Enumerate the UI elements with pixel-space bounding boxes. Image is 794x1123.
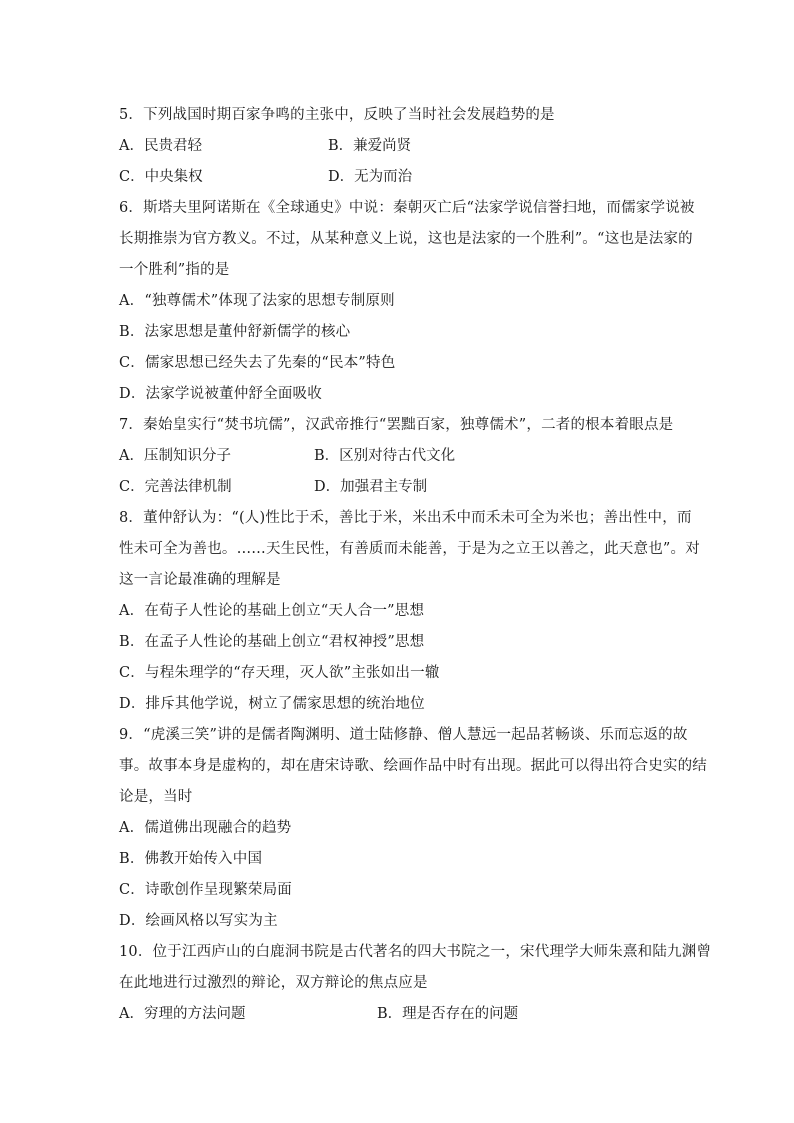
question-5 [119,100,679,193]
question-9-option-c[interactable]: C．诗歌创作呈现繁荣局面 [119,882,292,898]
question-8-stem-line-2: 性未可全为善也。……天生民性，有善质而未能善，于是为之立王以善之，此天意也”。对 [119,541,700,557]
question-5-stem: 5．下列战国时期百家争鸣的主张中，反映了当时社会发展趋势的是 [119,107,555,123]
question-9-stem-line-1: 9．“虎溪三笑”讲的是儒者陶渊明、道士陆修静、僧人慧远一起品茗畅谈、乐而忘返的故 [119,727,688,743]
question-8-option-b[interactable]: B．在孟子人性论的基础上创立“君权神授”思想 [119,634,425,650]
question-9-option-a[interactable]: A．儒道佛出现融合的趋势 [119,820,292,836]
question-7-option-b[interactable]: B．区别对待古代文化 [314,448,456,464]
question-7-option-c[interactable]: C．完善法律机制 [119,479,232,495]
question-6-stem-line-2: 长期推崇为官方教义。不过，从某种意义上说，这也是法家的一个胜利”。“这也是法家的 [119,231,693,247]
question-6-option-b[interactable]: B．法家思想是董仲舒新儒学的核心 [119,324,351,340]
question-10 [119,937,712,1030]
question-5-options-row-2 [119,162,679,193]
question-10-options-row-1 [119,999,679,1030]
question-6-option-d[interactable]: D．法家学说被董仲舒全面吸收 [119,386,322,402]
question-8-stem-line-3: 这一言论最准确的理解是 [119,572,281,588]
question-7-option-a[interactable]: A．压制知识分子 [119,448,231,464]
question-5-option-c[interactable]: C．中央集权 [119,169,203,185]
question-7-stem: 7．秦始皇实行“焚书坑儒”，汉武帝推行“罢黜百家，独尊儒术”，二者的根本着眼点是 [119,417,674,433]
question-9-stem-line-3: 论是，当时 [119,789,193,805]
question-10-option-a[interactable]: A．穷理的方法问题 [119,1006,246,1022]
question-6 [119,193,695,410]
question-9-stem-line-2: 事。故事本身是虚构的，却在唐宋诗歌、绘画作品中时有出现。据此可以得出符合史实的结 [119,758,707,774]
question-8-option-a[interactable]: A．在荀子人性论的基础上创立“天人合一”思想 [119,603,425,619]
question-6-option-c[interactable]: C．儒家思想已经失去了先秦的“民本”特色 [119,355,396,371]
question-9 [119,720,707,937]
question-5-options-row-1 [119,131,679,162]
exam-page [119,100,712,1030]
question-8-option-d[interactable]: D．排斥其他学说，树立了儒家思想的统治地位 [119,696,425,712]
question-6-option-a[interactable]: A．“独尊儒术”体现了法家的思想专制原则 [119,293,395,309]
question-7-options-row-2 [119,472,679,503]
question-9-option-d[interactable]: D．绘画风格以写实为主 [119,913,278,929]
question-6-stem-line-1: 6．斯塔夫里阿诺斯在《全球通史》中说：秦朝灭亡后“法家学说信誉扫地，而儒家学说被 [119,200,695,216]
question-8-option-c[interactable]: C．与程朱理学的“存天理，灭人欲”主张如出一辙 [119,665,440,681]
question-8-stem-line-1: 8．董仲舒认为：“(人)性比于禾，善比于米，米出禾中而禾未可全为米也；善出性中，而 [119,510,692,526]
question-7-options-row-1 [119,441,679,472]
question-7-option-d[interactable]: D．加强君主专制 [314,479,428,495]
question-10-stem-line-2: 在此地进行过激烈的辩论，双方辩论的焦点应是 [119,975,428,991]
question-9-option-b[interactable]: B．佛教开始传入中国 [119,851,263,867]
question-10-stem-line-1: 10．位于江西庐山的白鹿洞书院是古代著名的四大书院之一，宋代理学大师朱熹和陆九渊曾 [119,944,712,960]
question-5-option-b[interactable]: B．兼爱尚贤 [328,138,412,154]
question-7 [119,410,679,503]
question-5-option-a[interactable]: A．民贵君轻 [119,138,202,154]
question-5-option-d[interactable]: D．无为而治 [328,169,413,185]
question-6-stem-line-3: 一个胜利”指的是 [119,262,230,278]
question-8 [119,503,700,720]
question-10-option-b[interactable]: B．理是否存在的问题 [377,1006,519,1022]
